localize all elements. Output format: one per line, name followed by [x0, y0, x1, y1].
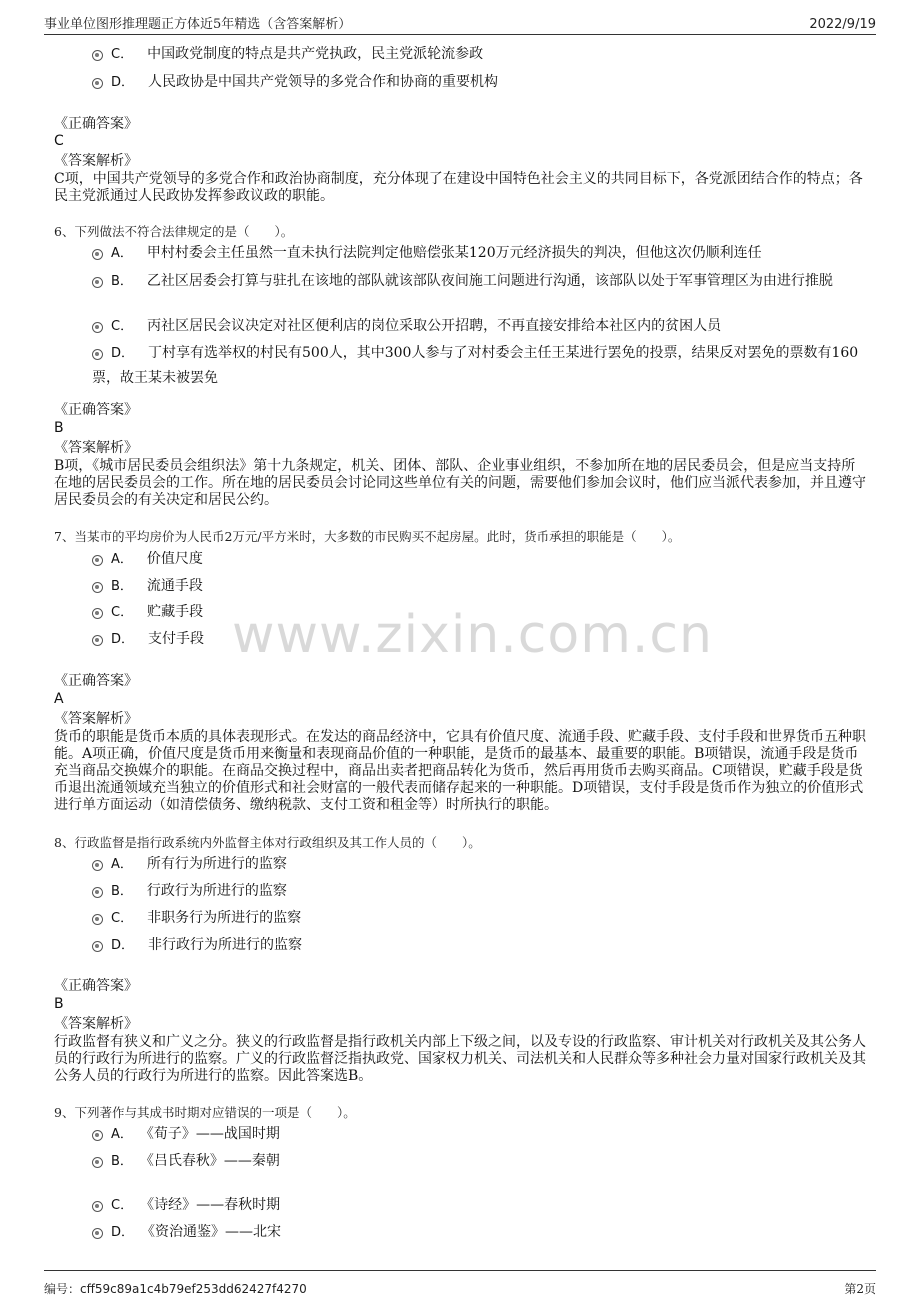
watermark: www.zixin.com.cn — [232, 605, 713, 665]
correct-answer-label: 《正确答案》 — [54, 978, 138, 994]
option-8-b[interactable]: B． 行政行为所进行的监察 — [92, 879, 872, 904]
question-6: 6、下列做法不符合法律规定的是（ ）。 — [54, 224, 294, 239]
analysis-6: B项，《城市居民委员会组织法》第十九条规定，机关、团体、部队、企业事业组织，不参加所在地的居民委员会，但是应当支持所在地的居民委员会的工作。所在地的居民委员会讨论同这些单位有关的问题，需要他们参加会议时，他们应当派代表参加，并且遵守居民委员会的有关决定和居民公约。 — [54, 458, 866, 508]
option-5-c[interactable]: C． 中国政党制度的特点是共产党执政，民主党派轮流参政 — [92, 42, 872, 67]
radio-icon[interactable] — [92, 860, 103, 871]
correct-answer-5: C — [54, 133, 64, 149]
radio-icon[interactable] — [92, 322, 103, 333]
option-9-c[interactable]: C． 《诗经》——春秋时期 — [92, 1193, 872, 1218]
option-9-a[interactable]: A． 《荀子》——战国时期 — [92, 1122, 872, 1147]
analysis-5: C项，中国共产党领导的多党合作和政治协商制度，充分体现了在建设中国特色社会主义的共同目标下，各党派团结合作的特点；各民主党派通过人民政协发挥参政议政的职能。 — [54, 171, 863, 204]
radio-icon[interactable] — [92, 249, 103, 260]
option-7-a[interactable]: A． 价值尺度 — [92, 547, 872, 572]
analysis-label: 《答案解析》 — [54, 1016, 138, 1032]
option-5-d[interactable]: D． 人民政协是中国共产党领导的多党合作和协商的重要机构 — [92, 70, 872, 95]
option-6-d[interactable]: D． 丁村享有选举权的村民有500人，其中300人参与了对村委会主任王某进行罢免的投票，结果反对罢免的票数有160票，故王某未被罢免 — [92, 345, 859, 386]
document-code: 编号：cff59c89a1c4b79ef253dd62427f4270 — [44, 1282, 307, 1296]
correct-answer-label: 《正确答案》 — [54, 116, 138, 132]
option-8-a[interactable]: A． 所有行为所进行的监察 — [92, 852, 872, 877]
correct-answer-6: B — [54, 420, 64, 436]
question-8: 8、行政监督是指行政系统内外监督主体对行政组织及其工作人员的（ ）。 — [54, 835, 481, 850]
radio-icon[interactable] — [92, 50, 103, 61]
correct-answer-8: B — [54, 996, 64, 1012]
analysis-label: 《答案解析》 — [54, 711, 138, 727]
radio-icon[interactable] — [92, 914, 103, 925]
radio-icon[interactable] — [92, 635, 103, 646]
option-9-d[interactable]: D． 《资治通鉴》——北宋 — [92, 1220, 872, 1245]
correct-answer-label: 《正确答案》 — [54, 402, 138, 418]
analysis-label: 《答案解析》 — [54, 440, 138, 456]
radio-icon[interactable] — [92, 1130, 103, 1141]
question-9: 9、下列著作与其成书时期对应错误的一项是（ ）。 — [54, 1105, 356, 1120]
radio-icon[interactable] — [92, 277, 103, 288]
option-9-b[interactable]: B． 《吕氏春秋》——秦朝 — [92, 1149, 872, 1174]
radio-icon[interactable] — [92, 887, 103, 898]
radio-icon[interactable] — [92, 608, 103, 619]
analysis-7: 货币的职能是货币本质的具体表现形式。在发达的商品经济中，它具有价值尺度、流通手段、贮藏手段、支付手段和世界货币五种职能。A项正确，价值尺度是货币用来衡量和表现商品价值的一种职能，是货币的最基本、最重要的职能。B项错误，流通手段是货币充当商品交换媒介的职能。在商品交换过程中，商品出卖者把商品转化为货币，然后再用货币去购买商品。C项错误，贮藏手段是货币退出流通领域充当独立的价值形式和社会财富的一般代表而储存起来的一种职能。D项错误，支付手段是货币作为独立的价值形式进行单方面运动（如清偿债务、缴纳税款、支付工资和租金等）时所执行的职能。 — [54, 729, 866, 813]
correct-answer-7: A — [54, 691, 64, 707]
option-8-c[interactable]: C． 非职务行为所进行的监察 — [92, 906, 872, 931]
option-7-b[interactable]: B． 流通手段 — [92, 574, 872, 599]
page-footer — [44, 1270, 876, 1297]
radio-icon[interactable] — [92, 1157, 103, 1168]
radio-icon[interactable] — [92, 941, 103, 952]
radio-icon[interactable] — [92, 582, 103, 593]
option-6-a[interactable]: A． 甲村村委会主任虽然一直未执行法院判定他赔偿张某120万元经济损失的判决，但他这次仍顺利连任 — [92, 241, 872, 266]
radio-icon[interactable] — [92, 349, 103, 360]
option-7-c[interactable]: C． 贮藏手段 — [92, 600, 872, 625]
analysis-label: 《答案解析》 — [54, 153, 138, 169]
radio-icon[interactable] — [92, 78, 103, 89]
option-6-b[interactable]: B． 乙社区居委会打算与驻扎在该地的部队就该部队夜间施工问题进行沟通，该部队以处于军事管理区为由进行推脱 — [92, 269, 872, 294]
page-header — [44, 12, 876, 35]
page-number: 第2页 — [844, 1282, 876, 1296]
option-6-c[interactable]: C． 丙社区居民会议决定对社区便利店的岗位采取公开招聘，不再直接安排给本社区内的贫困人员 — [92, 314, 872, 339]
header-date: 2022/9/19 — [809, 17, 876, 32]
option-8-d[interactable]: D． 非行政行为所进行的监察 — [92, 933, 872, 958]
radio-icon[interactable] — [92, 1228, 103, 1239]
analysis-8: 行政监督有狭义和广义之分。狭义的行政监督是指行政机关内部上下级之间，以及专设的行政监察、审计机关对行政机关及其公务人员的行政行为所进行的监察。广义的行政监督泛指执政党、国家权力机关、司法机关和人民群众等多种社会力量对国家行政机关及其公务人员的行政行为所进行的监察。因此答案选B。 — [54, 1034, 866, 1084]
document-title: 事业单位图形推理题正方体近5年精选（含答案解析） — [44, 17, 352, 32]
radio-icon[interactable] — [92, 1201, 103, 1212]
correct-answer-label: 《正确答案》 — [54, 673, 138, 689]
question-7: 7、当某市的平均房价为人民币2万元/平方米时，大多数的市民购买不起房屋。此时，货币承担的职能是（ ）。 — [54, 529, 681, 544]
radio-icon[interactable] — [92, 555, 103, 566]
option-7-d[interactable]: D． 支付手段 — [92, 627, 872, 652]
